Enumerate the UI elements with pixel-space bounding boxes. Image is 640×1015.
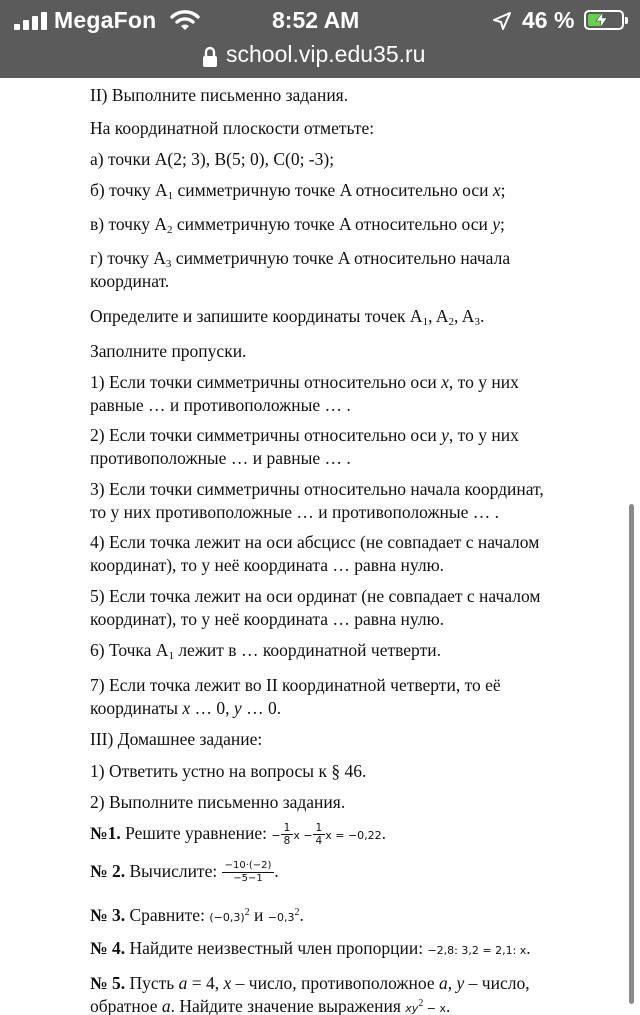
fraction-1-8: $\frac{1}{8}$ xyxy=(281,822,294,847)
fraction-compute: $\frac{-10\cdot(-2)}{-5-1}$ xyxy=(222,860,275,885)
fraction-1-4: $\frac{1}{4}$ xyxy=(313,822,326,847)
address-bar[interactable] xyxy=(0,38,640,78)
location-arrow-icon xyxy=(492,11,512,31)
task-1: №1. Решите уравнение: − $\frac{1}{8}$ x − $\frac{1}{4}$ x = −0,22. xyxy=(90,822,387,848)
item-b: б) точку $A_1$ симметричную точке A относительно оси x; xyxy=(90,180,506,202)
scrollbar[interactable] xyxy=(629,504,634,1004)
rule-7: 7) Если точка лежит во II координатной четверти, то её координаты x … 0, y … 0. xyxy=(90,675,501,718)
rule-6: 6) Точка $A_1$ лежит в … координатной четверти. xyxy=(90,640,441,662)
item-a: а) точки A(2; 3), B(5; 0), C(0; -3); xyxy=(90,149,335,169)
mark-intro: На координатной плоскости отметьте: xyxy=(90,118,375,138)
carrier-name: MegaFon xyxy=(54,7,157,33)
homework-2: 2) Выполните письменно задания. xyxy=(90,792,346,812)
clock: 8:52 AM xyxy=(272,7,360,33)
item-v: в) точку $A_2$ симметричную точке A относительно оси y; xyxy=(90,214,505,236)
wifi-icon xyxy=(170,9,200,31)
rule-1: 1) Если точки симметричны относительно оси x, то у них равные … и противоположные … . xyxy=(90,372,519,415)
task-5: № 5. Пусть a = 4, x – число, противоположное a, y – число, обратное a. Найдите значение выражения $xy^2 - x$. xyxy=(90,973,530,1015)
rule-3: 3) Если точки симметричны относительно начала координат, то у них противоположные … и противоположные … . xyxy=(90,479,544,522)
battery-icon xyxy=(584,10,624,30)
fill-heading: Заполните пропуски. xyxy=(90,341,247,361)
url-text[interactable]: school.vip.edu35.ru xyxy=(226,41,426,67)
rule-2: 2) Если точки симметричны относительно оси y, то у них противоположные … и равные … . xyxy=(90,425,519,468)
item-g: г) точку $A_3$ симметричную точке A относительно начала координат. xyxy=(90,248,511,291)
define-coordinates: Определите и запишите координаты точек $A_1$, $A_2$, $A_3$. xyxy=(90,306,485,328)
section-heading-ii: II) Выполните письменно задания. xyxy=(90,85,349,105)
task-3: № 3. Сравните: $(-0,3)^2$ $и -0,3^2$. xyxy=(90,905,304,925)
task-4: № 4. Найдите неизвестный член пропорции: −2,8: 3,2 = 2,1: x. xyxy=(90,938,531,958)
section-heading-iii: III) Домашнее задание: xyxy=(90,729,263,749)
task-2: № 2. Вычислите: $\frac{-10\cdot(-2)}{-5-1}$ . xyxy=(90,860,279,885)
rule-4: 4) Если точка лежит на оси абсцисс (не совпадает с началом координат), то у неё координата … равна нулю. xyxy=(90,532,540,575)
signal-icon xyxy=(14,12,50,30)
status-bar xyxy=(0,0,640,38)
rule-5: 5) Если точка лежит на оси ординат (не совпадает с началом координат), то у неё координата … равна нулю. xyxy=(90,586,541,629)
homework-1: 1) Ответить устно на вопросы к § 46. xyxy=(90,761,367,781)
browser-chrome xyxy=(0,0,640,78)
lock-icon xyxy=(202,46,218,68)
battery-percent: 46 % xyxy=(522,7,575,33)
charging-bolt-icon xyxy=(593,11,611,29)
